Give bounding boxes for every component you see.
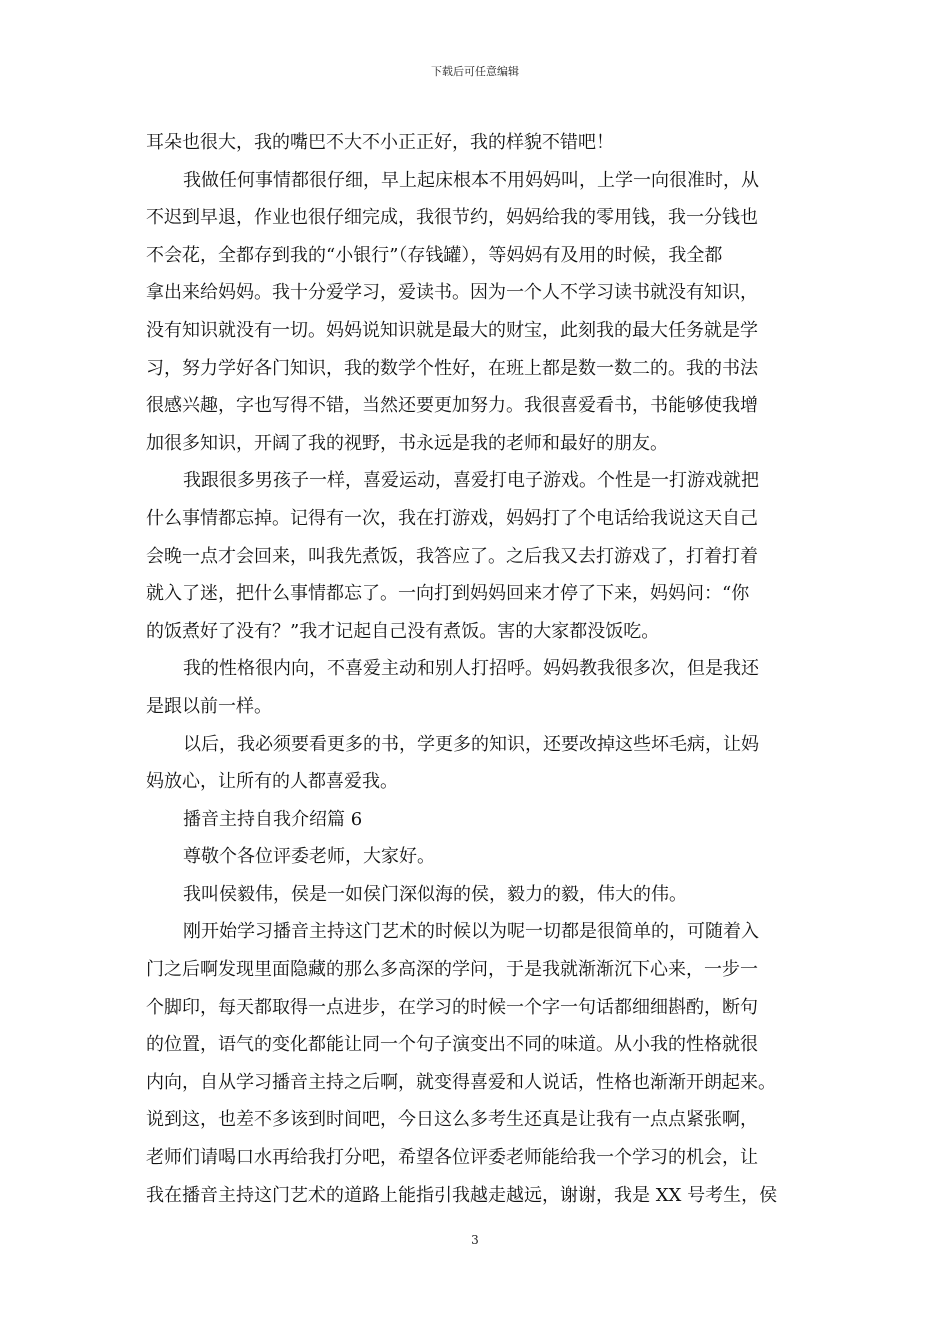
text-line: 内向，自从学习播音主持之后啊，就变得喜爱和人说话，性格也渐渐开朗起来。: [146, 1071, 776, 1093]
page-number: 3: [471, 1233, 479, 1247]
text-line: 我跟很多男孩子一样，喜爱运动，喜爱打电子游戏。个性是一打游戏就把: [183, 470, 759, 492]
text-line: 老师们请喝口水再给我打分吧，希望各位评委老师能给我一个学习的机会，让: [146, 1147, 758, 1169]
text-line: 什么事情都忘掉。记得有一次，我在打游戏，妈妈打了个电话给我说这天自己: [146, 507, 758, 529]
text-line: 刚开始学习播音主持这门艺术的时候以为呢一切都是很简单的，可随着入: [183, 921, 759, 943]
text-line: 加很多知识，开阔了我的视野，书永远是我的老师和最好的朋友。: [146, 432, 668, 454]
text-line: 是跟以前一样。: [146, 695, 272, 717]
text-line: 说到这，也差不多该到时间吧，今日这么多考生还真是让我有一点点紧张啊，: [146, 1109, 758, 1131]
text-line: 尊敬个各位评委老师，大家好。: [183, 846, 435, 868]
text-line: 妈放心，让所有的人都喜爱我。: [146, 771, 398, 793]
text-line: 很感兴趣，字也写得不错，当然还要更加努力。我很喜爱看书，书能够使我增: [146, 395, 758, 417]
text-line: 我的性格很内向，不喜爱主动和别人打招呼。妈妈教我很多次，但是我还: [183, 658, 759, 680]
text-line: 耳朵也很大，我的嘴巴不大不小正正好，我的样貌不错吧！: [146, 132, 614, 153]
text-line: 我做任何事情都很仔细，早上起床根本不用妈妈叫，上学一向很准时，从: [183, 169, 759, 191]
text-line: 的饭煮好了没有？”我才记起自己没有煮饭。害的大家都没饭吃。: [146, 620, 660, 642]
text-line: 拿出来给妈妈。我十分爱学习，爱读书。因为一个人不学习读书就没有知识，: [146, 282, 758, 304]
text-line: 以后，我必须要看更多的书，学更多的知识，还要改掉这些坏毛病，让妈: [183, 733, 759, 755]
text-line: 就入了迷，把什么事情都忘了。一向打到妈妈回来才停了下来，妈妈问：“你: [146, 583, 750, 605]
text-line: 播音主持自我介绍篇 6: [183, 808, 363, 830]
text-line: 没有知识就没有一切。妈妈说知识就是最大的财宝，此刻我的最大任务就是学: [146, 319, 758, 341]
text-line: 不迟到早退，作业也很仔细完成，我很节约，妈妈给我的零用钱，我一分钱也: [146, 207, 758, 229]
document-body: [146, 124, 822, 1214]
text-line: 不会花，全都存到我的“小银行”（存钱罐），等妈妈有及用的时候，我全都: [146, 244, 723, 266]
text-line: 习，努力学好各门知识，我的数学个性好，在班上都是数一数二的。我的书法: [146, 357, 758, 379]
text-line: 门之后啊发现里面隐藏的那么多高深的学问，于是我就渐渐沉下心来，一步一: [146, 959, 758, 981]
text-line: 个脚印，每天都取得一点进步，在学习的时候一个字一句话都细细斟酌，断句: [146, 996, 758, 1018]
text-line: 的位置，语气的变化都能让同一个句子演变出不同的味道。从小我的性格就很: [146, 1034, 758, 1056]
text-line: 我叫侯毅伟，侯是一如侯门深似海的侯，毅力的毅，伟大的伟。: [183, 883, 687, 905]
text-line: 会晚一点才会回来，叫我先煮饭，我答应了。之后我又去打游戏了，打着打着: [146, 545, 758, 567]
page-header-note: 下载后可任意编辑: [431, 65, 519, 78]
text-line: 我在播音主持这门艺术的道路上能指引我越走越远，谢谢，我是 XX 号考生，侯: [146, 1184, 778, 1206]
